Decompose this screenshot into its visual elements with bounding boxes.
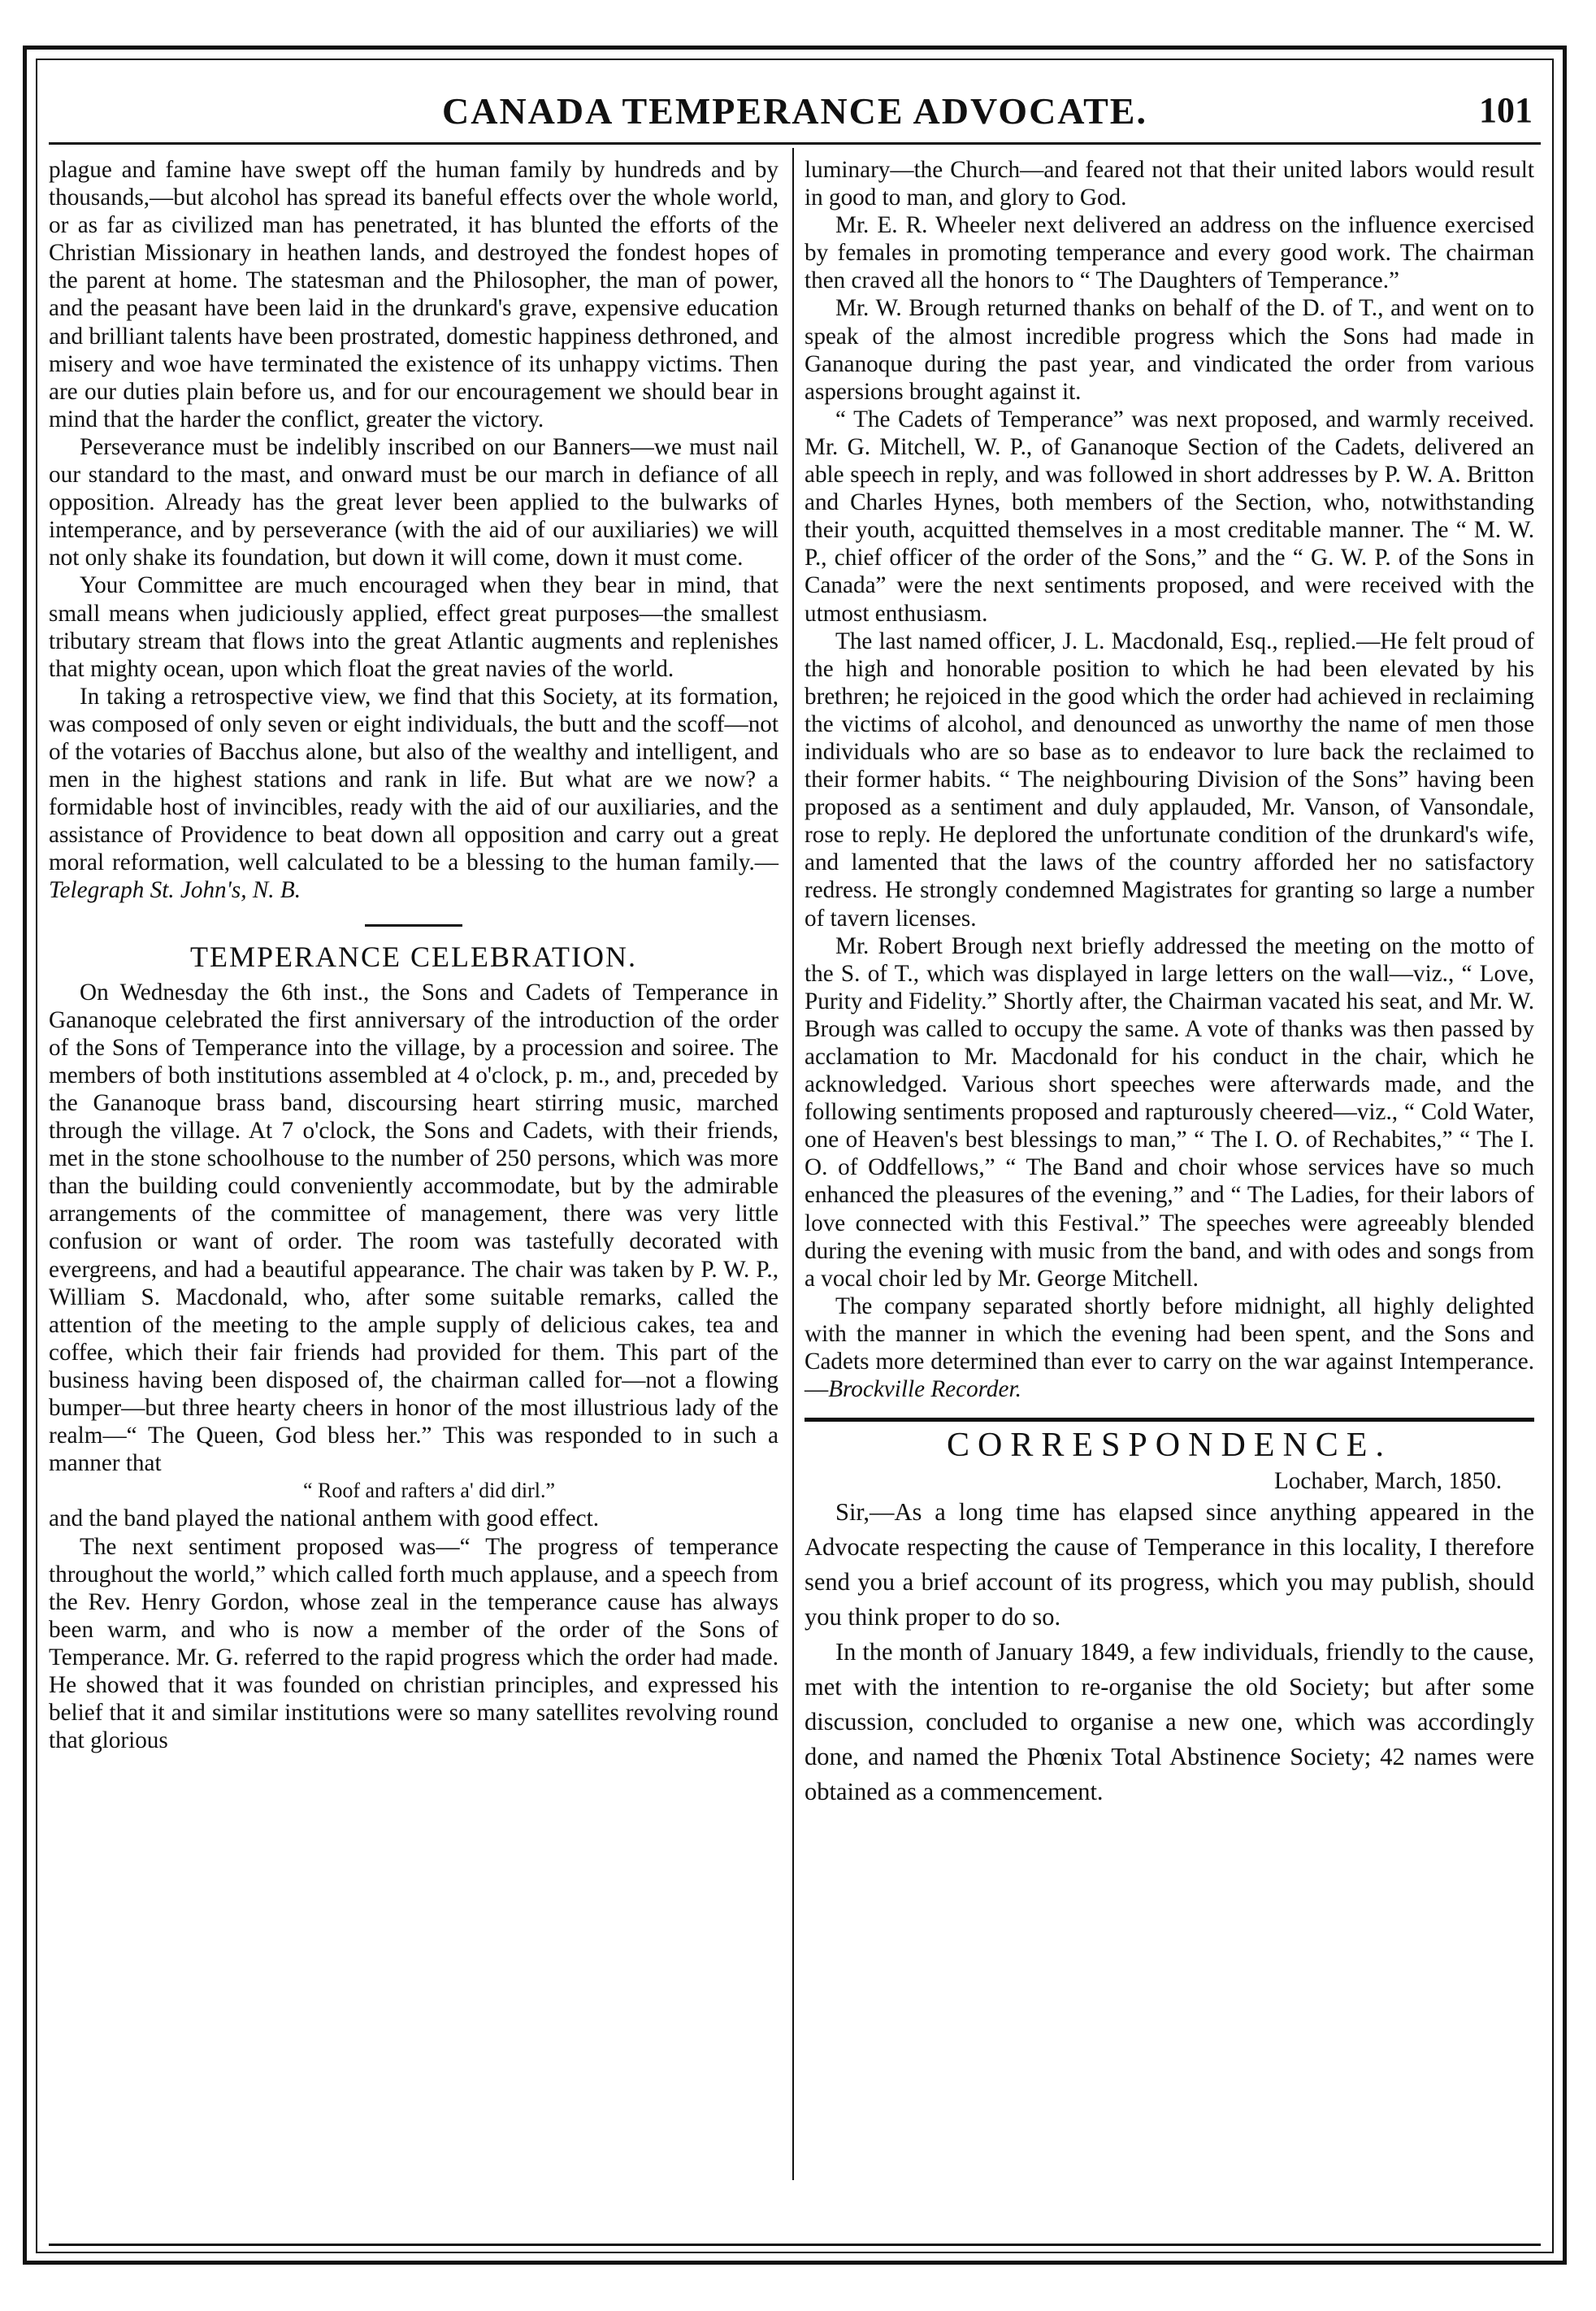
paragraph: Your Committee are much encouraged when they bear in mind, that small means when judiciously applied, effect great purposes—the smallest tributary stream that flows into the great Atlantic augments and replenishes that mighty ocean, upon which float the great navies of the world. [49, 572, 778, 682]
section-rule [365, 924, 462, 927]
bottom-rule [49, 2244, 1541, 2246]
paragraph: On Wednesday the 6th inst., the Sons and Cadets of Temperance in Gananoque celebrated the first anniversary of the introduction of the order of the Sons of Temperance into the village, by a procession and soiree. The members of both institutions assembled at 4 o'clock, p. m., and, preceded by the Gananoque brass band, discoursing heart stirring music, marched through the village. At 7 o'clock, the Sons and Cadets, with their friends, met in the stone schoolhouse to the number of 250 persons, which was more than the building could conveniently accommodate, but by the admirable arrangements of the committee of management, there was very little confusion or want of order. The room was tastefully decorated with evergreens, and had a beautiful appearance. The chair was taken by P. W. P., William S. Macdonald, who, after some suitable remarks, called the attention of the meeting to the ample supply of delicious cakes, tea and coffee, which their fair friends had provided for them. This part of the business having been disposed of, the chairman called for—not a flowing bumper—but three hearty cheers in honor of the most illustrious lady of the realm—“ The Queen, God bless her.” This was responded to in such a manner that [49, 979, 778, 1477]
paragraph: plague and famine have swept off the human family by hundreds and by thousands,—but alcohol has spread its baneful effects over the whole world, or as far as civilized man has penetrated, it has blunted the efforts of the Christian Missionary in heathen lands, and destroyed the fondest hopes of the parent at home. The statesman and the Philosopher, the man of power, and the peasant have been laid in the drunkard's grave, expensive education and brilliant talents have been prostrated, domestic happiness dethroned, and misery and woe have terminated the existence of its unhappy victims. Then are our duties plain before us, and for our encouragement we should bear in mind that the harder the conflict, greater the victory. [49, 157, 778, 432]
left-column [49, 156, 778, 1754]
page-header [49, 89, 1541, 146]
paragraph: Mr. Robert Brough next briefly addressed the meeting on the motto of the S. of T., which was displayed in large letters on the wall—viz., “ Love, Purity and Fidelity.” Shortly after, the Chairman vacated his seat, and Mr. W. Brough was called to occupy the same. A vote of thanks was then passed by acclamation to Mr. Macdonald for his conduct in the chair, which he acknowledged. Various short speeches were afterwards made, and the following sentiments proposed and rapturously cheered—viz., “ Cold Water, one of Heaven's best blessings to man,” “ The I. O. of Rechabites,” “ The I. O. of Oddfellows,” “ The Band and choir whose services have so much enhanced the pleasures of the evening,” and “ The Ladies, for their labors of love connected with this Festival.” The speeches were agreeably blended during the evening with music from the band, and with odes and songs from a vocal choir led by Mr. George Mitchell. [805, 932, 1534, 1292]
paragraph: and the band played the national anthem with good effect. [49, 1505, 600, 1532]
paragraph: luminary—the Church—and feared not that their united labors would result in good to man, and glory to God. [805, 157, 1534, 211]
correspondence-title: CORRESPONDENCE. [947, 1427, 1392, 1465]
section-title: TEMPERANCE CELEBRATION. [190, 940, 637, 973]
source-attribution: Brockville Recorder. [828, 1376, 1021, 1403]
dateline: Lochaber, March, 1850. [1273, 1468, 1502, 1495]
paragraph: “ The Cadets of Temperance” was next proposed, and warmly received. Mr. G. Mitchell, W. P., of Gananoque Section of the Cadets, delivered an able speech in reply, and was followed in short addresses by P. W. A. Britton and Charles Hynes, both members of the Section, who, notwithstanding their youth, acquitted themselves in a most creditable manner. The “ M. W. P., chief officer of the order of the Sons,” and the “ G. W. P. of the Sons in Canada” were the next sentiments proposed, and were received with the utmost enthusiasm. [805, 406, 1534, 627]
running-title: CANADA TEMPERANCE ADVOCATE. [442, 90, 1147, 132]
column-divider [792, 148, 794, 2180]
paragraph [49, 683, 778, 905]
paragraph: Mr. E. R. Wheeler next delivered an address on the influence exercised by females in promoting temperance and every good work. The chairman then craved all the honors to “ The Daughters of Temperance.” [805, 212, 1534, 294]
paragraph-text: In taking a retrospective view, we find that this Society, at its formation, was composed of only seven or eight individuals, the butt and the scoff—not of the votaries of Bacchus alone, but also of the wealthy and intelligent, and men in the highest stations and rank in life. But what are we now? a formidable host of invincibles, ready with the aid of our auxiliaries, and the assistance of Providence to beat down all opposition and carry out a great moral reformation, well calculated to be a blessing to the human family.— [49, 683, 778, 876]
right-column [805, 156, 1534, 1809]
paragraph: The last named officer, J. L. Macdonald, Esq., replied.—He felt proud of the high and honorable position to which he had been elevated by his brethren; he rejoiced in the good which the order had achieved in reclaiming the victims of alcohol, and denounced as unworthy the name of men those individuals who are so base as to endeavor to lure back the reclaimed to their former habits. “ The neighbouring Division of the Sons” having been proposed as a sentiment and duly applauded, Mr. Vanson, of Vansondale, rose to reply. He deplored the unfortunate condition of the drunkard's wife, and lamented that the laws of the country afforded her no satisfactory redress. He strongly condemned Magistrates for granting so large a number of tavern licenses. [805, 628, 1534, 932]
page-number: 101 [1479, 90, 1533, 130]
source-attribution: Telegraph St. John's, N. B. [49, 877, 301, 904]
paragraph [805, 1292, 1534, 1403]
verse-quote: “ Roof and rafters a' did dirl.” [302, 1479, 556, 1503]
paragraph-text: The company separated shortly before midnight, all highly delighted with the manner in which the evening had been spent, and the Sons and Cadets more determined than ever to carry on the war against Intemperance.— [805, 1292, 1534, 1403]
paragraph: Sir,—As a long time has elapsed since anything appeared in the Advocate respecting the cause of Temperance in this locality, I therefore send you a brief account of its progress, which you may publish, should you think proper to do so. [805, 1498, 1534, 1631]
paragraph: In the month of January 1849, a few individuals, friendly to the cause, met with the intention to re-organise the old Society; but after some discussion, concluded to organise a new one, which was accordingly done, and named the Phœnix Total Abstinence Society; 42 names were obtained as a commencement. [805, 1638, 1534, 1806]
section-rule [805, 1418, 1534, 1422]
paragraph: Perseverance must be indelibly inscribed on our Banners—we must nail our standard to the mast, and onward must be our march in defiance of all opposition. Already has the great lever been applied to the bulwarks of intemperance, and by perseverance (with the aid of our auxiliaries) we will not only shake its foundation, but down it will come, down it must come. [49, 433, 778, 571]
header-rule [49, 142, 1541, 145]
paragraph: Mr. W. Brough returned thanks on behalf of the D. of T., and went on to speak of the almost incredible progress which the Sons had made in Gananoque during the past year, and vindicated the order from various aspersions brought against it. [805, 295, 1534, 405]
correspondence-letter [805, 1495, 1534, 1809]
paragraph: The next sentiment proposed was—“ The progress of temperance throughout the world,” which called forth much applause, and a speech from the Rev. Henry Gordon, whose zeal in the temperance cause has always been warm, and who is now a member of the order of the Sons of Temperance. Mr. G. referred to the rapid progress which the order had made. He showed that it was founded on christian principles, and expressed his belief that it and similar institutions were so many satellites revolving round that glorious [49, 1533, 778, 1754]
